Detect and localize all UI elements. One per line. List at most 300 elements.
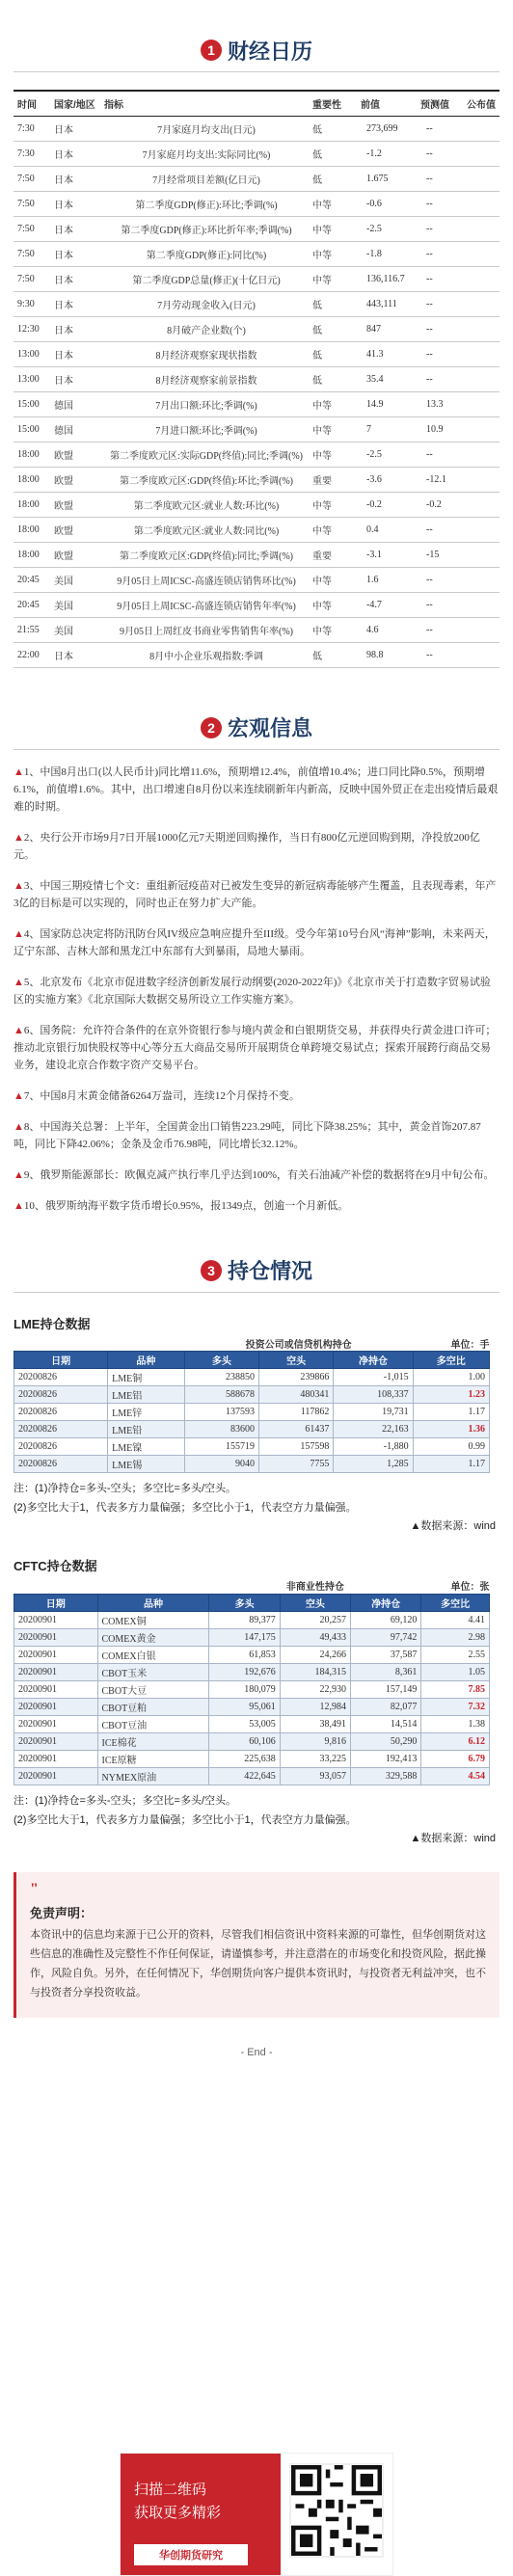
- calendar-cell: 136,116.7: [357, 266, 417, 291]
- calendar-header-cell: 指标: [100, 91, 309, 116]
- cftc-unit-label: 单位：张: [450, 1582, 490, 1594]
- calendar-cell: 9月05日上周ICSC-高盛连锁店销售年率(%): [100, 592, 309, 617]
- macro-item: [14, 1197, 500, 1215]
- calendar-cell: --: [417, 366, 463, 391]
- calendar-cell: 7月出口额:环比;季调(%): [100, 391, 309, 416]
- lme-cell: 19,731: [334, 1404, 413, 1421]
- cftc-cell: 2.55: [421, 1646, 490, 1663]
- calendar-row: [14, 492, 500, 517]
- section-title: 持仓情况: [227, 1259, 312, 1283]
- cftc-header-cell: 多空比: [421, 1594, 490, 1611]
- calendar-cell: 21:55: [14, 617, 50, 642]
- lme-cell: 117862: [259, 1404, 334, 1421]
- calendar-cell: 第二季度GDP总量(修正)(十亿日元): [100, 266, 309, 291]
- calendar-cell: -15: [417, 542, 463, 567]
- calendar-cell: 18:00: [14, 542, 50, 567]
- calendar-cell: 20:45: [14, 592, 50, 617]
- cftc-cell: 95,061: [209, 1698, 280, 1715]
- cftc-cell: 22,930: [280, 1680, 350, 1698]
- cftc-cell: 20200901: [14, 1750, 98, 1767]
- calendar-cell: --: [417, 266, 463, 291]
- divider: [14, 749, 500, 750]
- calendar-cell: 美国: [50, 592, 100, 617]
- calendar-cell: 7:50: [14, 166, 50, 191]
- calendar-cell: 中等: [309, 391, 357, 416]
- lme-cell: 1.23: [413, 1386, 489, 1404]
- calendar-row: [14, 617, 500, 642]
- cftc-cell: 53,005: [209, 1715, 280, 1732]
- calendar-header-cell: 时间: [14, 91, 50, 116]
- cftc-cell: COMEX黄金: [97, 1628, 209, 1646]
- calendar-row: [14, 642, 500, 667]
- lme-cell: 1,285: [334, 1456, 413, 1473]
- note-line: 注：(1)净持仓=多头-空头；多空比=多头/空头。: [14, 1483, 237, 1494]
- cftc-cell: COMEX白银: [97, 1646, 209, 1663]
- calendar-cell: 美国: [50, 567, 100, 592]
- cftc-cell: 24,266: [280, 1646, 350, 1663]
- lme-cell: 20200826: [14, 1404, 108, 1421]
- calendar-cell: 中等: [309, 241, 357, 266]
- calendar-cell: 日本: [50, 291, 100, 316]
- cftc-row: [14, 1646, 490, 1663]
- calendar-cell: 7月经常项目差额(亿日元): [100, 166, 309, 191]
- calendar-cell: 7: [357, 416, 417, 442]
- lme-cell: LME铅: [108, 1421, 185, 1438]
- calendar-cell: 9月05日上周红皮书商业零售销售年率(%): [100, 617, 309, 642]
- disclaimer-box: [14, 1872, 500, 2018]
- section-header-positions: [0, 1249, 513, 1292]
- cftc-cell: 38,491: [280, 1715, 350, 1732]
- qr-banner: [121, 2454, 281, 2575]
- calendar-cell: 日本: [50, 642, 100, 667]
- section-title: 财经日历: [227, 39, 312, 64]
- calendar-cell: --: [417, 442, 463, 467]
- calendar-cell: [463, 216, 500, 241]
- calendar-header-cell: 前值: [357, 91, 417, 116]
- cftc-cell: 4.54: [421, 1767, 490, 1784]
- calendar-row: [14, 592, 500, 617]
- calendar-cell: 德国: [50, 416, 100, 442]
- triangle-icon: ▲: [14, 879, 24, 892]
- macro-text: 5、北京发布《北京市促进数字经济创新发展行动纲要(2020-2022年)》《北京市关于打造数字贸易试验区的实施方案》《北京国际大数据交易所设立工作实施方案》。: [14, 976, 491, 1006]
- calendar-cell: 15:00: [14, 391, 50, 416]
- calendar-cell: 8月破产企业数(个): [100, 316, 309, 341]
- calendar-cell: 欧盟: [50, 517, 100, 542]
- calendar-cell: --: [417, 316, 463, 341]
- calendar-cell: 8月经济观察家前景指数: [100, 366, 309, 391]
- cftc-row: [14, 1767, 490, 1784]
- macro-text: 8、中国海关总署：上半年，全国黄金出口销售223.29吨，同比下降38.25%；其中，黄金首饰207.87吨，同比下降42.06%；金条及金币76.98吨，同比增长32.12%。: [14, 1120, 481, 1150]
- calendar-cell: 重要: [309, 542, 357, 567]
- calendar-cell: 15:00: [14, 416, 50, 442]
- calendar-cell: 7月劳动现金收入(日元): [100, 291, 309, 316]
- calendar-cell: 中等: [309, 442, 357, 467]
- calendar-cell: 9:30: [14, 291, 50, 316]
- calendar-cell: 日本: [50, 141, 100, 166]
- calendar-cell: 日本: [50, 116, 100, 141]
- calendar-cell: 中等: [309, 266, 357, 291]
- disclaimer-title: 免责声明：: [30, 1905, 94, 1920]
- calendar-cell: [463, 116, 500, 141]
- calendar-cell: --: [417, 166, 463, 191]
- quote-mark-icon: ": [30, 1880, 39, 1897]
- lme-cell: 238850: [184, 1369, 258, 1386]
- cftc-row: [14, 1680, 490, 1698]
- macro-item: [14, 764, 500, 816]
- calendar-cell: 欧盟: [50, 542, 100, 567]
- macro-item: [14, 926, 500, 960]
- qr-line2: 获取更多精彩: [134, 2505, 222, 2521]
- calendar-cell: 低: [309, 291, 357, 316]
- calendar-row: [14, 416, 500, 442]
- cftc-cell: 33,225: [280, 1750, 350, 1767]
- calendar-cell: 7:50: [14, 266, 50, 291]
- calendar-cell: 日本: [50, 341, 100, 366]
- calendar-row: [14, 116, 500, 141]
- cftc-cell: 20200901: [14, 1680, 98, 1698]
- calendar-cell: [463, 241, 500, 266]
- cftc-cell: 2.98: [421, 1628, 490, 1646]
- note-line: (2)多空比大于1，代表多方力量偏强；多空比小于1，代表空方力量偏强。: [14, 1502, 357, 1514]
- calendar-cell: --: [417, 567, 463, 592]
- calendar-header-cell: 国家/地区: [50, 91, 100, 116]
- lme-row: [14, 1421, 490, 1438]
- economic-calendar-table: [14, 90, 500, 668]
- section-title: 宏观信息: [227, 716, 312, 740]
- calendar-cell: 中等: [309, 492, 357, 517]
- qr-code-icon[interactable]: [289, 2463, 384, 2558]
- cftc-cell: 180,079: [209, 1680, 280, 1698]
- cftc-cell: CBOT大豆: [97, 1680, 209, 1698]
- calendar-row: [14, 216, 500, 241]
- calendar-cell: 10.9: [417, 416, 463, 442]
- lme-row: [14, 1456, 490, 1473]
- calendar-cell: -1.8: [357, 241, 417, 266]
- lme-header-cell: 空头: [259, 1352, 334, 1369]
- note-line: (2)多空比大于1，代表多方力量偏强；多空比小于1，代表空方力量偏强。: [14, 1813, 357, 1826]
- lme-cell: LME锌: [108, 1404, 185, 1421]
- lme-row: [14, 1438, 490, 1456]
- lme-cell: 7755: [259, 1456, 334, 1473]
- macro-item: [14, 1167, 500, 1184]
- lme-cell: LME铜: [108, 1369, 185, 1386]
- calendar-cell: 日本: [50, 366, 100, 391]
- cftc-cell: 20200901: [14, 1628, 98, 1646]
- calendar-row: [14, 241, 500, 266]
- calendar-cell: 日本: [50, 316, 100, 341]
- calendar-cell: 欧盟: [50, 442, 100, 467]
- lme-cell: 588678: [184, 1386, 258, 1404]
- disclaimer-text: 本资讯中的信息均来源于已公开的资料，尽管我们相信资讯中资料来源的可靠性，但华创期货对这些信息的准确性及完整性不作任何保证，请谨慎参考，并注意潜在的市场变化和投资风险，据此操作，风险自负。另外，在任何情况下，华创期货向客户提供本资讯时，与投资者无利益冲突，也不与投资者分享投资收益。: [30, 1928, 486, 1999]
- calendar-row: [14, 141, 500, 166]
- lme-header-cell: 多头: [184, 1352, 258, 1369]
- calendar-cell: 日本: [50, 191, 100, 216]
- calendar-cell: 8月中小企业乐观指数:季调: [100, 642, 309, 667]
- calendar-cell: 美国: [50, 617, 100, 642]
- cftc-cell: 422,645: [209, 1767, 280, 1784]
- section-number: 3: [201, 1260, 222, 1281]
- section-header-macro: [0, 707, 513, 749]
- cftc-cell: NYMEX原油: [97, 1767, 209, 1784]
- calendar-row: [14, 391, 500, 416]
- calendar-cell: 13.3: [417, 391, 463, 416]
- triangle-icon: ▲: [14, 831, 24, 844]
- cftc-cell: 97,742: [351, 1628, 421, 1646]
- macro-text: 3、中国三期疫情七个文：重组新冠疫苗对已被发生变异的新冠病毒能够产生覆盖，且表现毒素，年产3亿的目标是可以实现的，同时也正在努力扩大产能。: [14, 879, 497, 909]
- cftc-cell: 9,816: [280, 1732, 350, 1750]
- cftc-cell: 82,077: [351, 1698, 421, 1715]
- calendar-cell: 欧盟: [50, 467, 100, 492]
- calendar-cell: [463, 467, 500, 492]
- calendar-cell: 第二季度欧元区:GDP(终值):同比;季调(%): [100, 542, 309, 567]
- triangle-icon: ▲: [14, 765, 24, 778]
- calendar-cell: 18:00: [14, 442, 50, 467]
- calendar-cell: 273,699: [357, 116, 417, 141]
- calendar-header-cell: 公布值: [463, 91, 500, 116]
- lme-cell: 1.17: [413, 1456, 489, 1473]
- calendar-cell: 18:00: [14, 467, 50, 492]
- macro-text: 10、俄罗斯纳海平数字货币增长0.95%，报1349点，创逾一个月新低。: [23, 1199, 349, 1212]
- calendar-row: [14, 341, 500, 366]
- cftc-cell: 1.05: [421, 1663, 490, 1680]
- triangle-icon: ▲: [14, 1199, 24, 1212]
- calendar-cell: 欧盟: [50, 492, 100, 517]
- cftc-cell: ICE原糖: [97, 1750, 209, 1767]
- lme-header-cell: 品种: [108, 1352, 185, 1369]
- calendar-cell: [463, 617, 500, 642]
- cftc-title: CFTC持仓数据: [14, 1559, 97, 1573]
- lme-cell: 22,163: [334, 1421, 413, 1438]
- calendar-cell: 18:00: [14, 492, 50, 517]
- cftc-cell: 20200901: [14, 1611, 98, 1628]
- calendar-cell: 1.6: [357, 567, 417, 592]
- calendar-cell: [463, 642, 500, 667]
- calendar-cell: 8月经济观察家现状指数: [100, 341, 309, 366]
- calendar-cell: 98.8: [357, 642, 417, 667]
- triangle-icon: ▲: [14, 1120, 24, 1133]
- calendar-cell: -0.2: [357, 492, 417, 517]
- cftc-header-cell: 日期: [14, 1594, 98, 1611]
- cftc-cell: 14,514: [351, 1715, 421, 1732]
- lme-source: ▲数据来源：wind: [410, 1520, 496, 1532]
- calendar-row: [14, 166, 500, 191]
- cftc-cell: 37,587: [351, 1646, 421, 1663]
- calendar-cell: -3.6: [357, 467, 417, 492]
- lme-row: [14, 1369, 490, 1386]
- macro-text: 9、俄罗斯能源部长：欧佩克减产执行率几乎达到100%，有关石油减产补偿的数据将在9月中旬公布。: [23, 1168, 495, 1181]
- macro-item: [14, 1022, 500, 1074]
- qr-card: [121, 2454, 392, 2575]
- cftc-cell: 192,676: [209, 1663, 280, 1680]
- macro-item: [14, 877, 500, 912]
- cftc-cell: 20200901: [14, 1663, 98, 1680]
- calendar-cell: [463, 542, 500, 567]
- calendar-cell: 中等: [309, 592, 357, 617]
- calendar-cell: --: [417, 642, 463, 667]
- calendar-cell: [463, 567, 500, 592]
- lme-cell: 1.00: [413, 1369, 489, 1386]
- calendar-cell: 第二季度欧元区:实际GDP(终值):同比;季调(%): [100, 442, 309, 467]
- calendar-cell: --: [417, 291, 463, 316]
- end-marker: - End -: [240, 2046, 273, 2058]
- macro-item: [14, 829, 500, 864]
- calendar-cell: --: [417, 341, 463, 366]
- calendar-cell: 第二季度GDP(修正):同比(%): [100, 241, 309, 266]
- calendar-cell: -0.6: [357, 191, 417, 216]
- cftc-position-table: [14, 1578, 490, 1785]
- calendar-cell: [463, 341, 500, 366]
- calendar-cell: --: [417, 592, 463, 617]
- calendar-row: [14, 567, 500, 592]
- calendar-cell: 35.4: [357, 366, 417, 391]
- cftc-cell: 192,413: [351, 1750, 421, 1767]
- cftc-cell: 7.85: [421, 1680, 490, 1698]
- lme-cell: 1.36: [413, 1421, 489, 1438]
- calendar-cell: [463, 592, 500, 617]
- lme-header-cell: 多空比: [413, 1352, 489, 1369]
- calendar-row: [14, 316, 500, 341]
- calendar-cell: 12:30: [14, 316, 50, 341]
- cftc-cell: 20200901: [14, 1732, 98, 1750]
- calendar-cell: 7:30: [14, 116, 50, 141]
- calendar-cell: 德国: [50, 391, 100, 416]
- cftc-row: [14, 1611, 490, 1628]
- calendar-cell: 7:50: [14, 241, 50, 266]
- cftc-row: [14, 1663, 490, 1680]
- calendar-cell: 41.3: [357, 341, 417, 366]
- cftc-row: [14, 1715, 490, 1732]
- lme-cell: LME镍: [108, 1438, 185, 1456]
- cftc-cell: COMEX铜: [97, 1611, 209, 1628]
- calendar-cell: [463, 492, 500, 517]
- calendar-cell: 第二季度GDP(修正):环比;季调(%): [100, 191, 309, 216]
- calendar-cell: 中等: [309, 191, 357, 216]
- cftc-cell: 20200901: [14, 1715, 98, 1732]
- calendar-cell: 中等: [309, 617, 357, 642]
- calendar-row: [14, 191, 500, 216]
- divider: [14, 71, 500, 72]
- calendar-cell: 22:00: [14, 642, 50, 667]
- triangle-icon: ▲: [14, 1024, 24, 1036]
- cftc-row: [14, 1698, 490, 1715]
- triangle-icon: ▲: [14, 976, 24, 988]
- calendar-cell: 4.6: [357, 617, 417, 642]
- calendar-cell: 7月家庭月均支出:实际同比(%): [100, 141, 309, 166]
- lme-title: LME持仓数据: [14, 1316, 91, 1331]
- calendar-cell: --: [417, 241, 463, 266]
- calendar-cell: 1.675: [357, 166, 417, 191]
- calendar-cell: 0.4: [357, 517, 417, 542]
- cftc-header-cell: 空头: [280, 1594, 350, 1611]
- cftc-header-cell: 品种: [97, 1594, 209, 1611]
- macro-news-list: [14, 764, 500, 1215]
- calendar-cell: 低: [309, 316, 357, 341]
- cftc-cell: CBOT豆粕: [97, 1698, 209, 1715]
- calendar-cell: 7月进口额:环比;季调(%): [100, 416, 309, 442]
- calendar-cell: [463, 166, 500, 191]
- cftc-cell: 225,638: [209, 1750, 280, 1767]
- cftc-cell: 329,588: [351, 1767, 421, 1784]
- section-number: 1: [201, 40, 222, 61]
- calendar-cell: --: [417, 517, 463, 542]
- calendar-cell: 18:00: [14, 517, 50, 542]
- cftc-cell: 157,149: [351, 1680, 421, 1698]
- lme-cell: -1,015: [334, 1369, 413, 1386]
- lme-cell: 20200826: [14, 1438, 108, 1456]
- note-line: 注：(1)净持仓=多头-空头；多空比=多头/空头。: [14, 1794, 237, 1807]
- calendar-cell: 中等: [309, 416, 357, 442]
- calendar-row: [14, 366, 500, 391]
- cftc-source: ▲数据来源：wind: [410, 1832, 496, 1844]
- cftc-notes: [14, 1791, 500, 1830]
- calendar-cell: [463, 366, 500, 391]
- cftc-row: [14, 1750, 490, 1767]
- calendar-cell: [463, 517, 500, 542]
- calendar-cell: 7月家庭月均支出(日元): [100, 116, 309, 141]
- calendar-cell: 第二季度欧元区:GDP(终值):环比;季调(%): [100, 467, 309, 492]
- macro-item: [14, 1087, 500, 1105]
- cftc-cell: CBOT豆油: [97, 1715, 209, 1732]
- cftc-cell: 20200901: [14, 1646, 98, 1663]
- macro-text: 4、国家防总决定将防汛防台风IV级应急响应提升至III级。受今年第10号台风“海神”影响，未来两天，辽宁东部、吉林大部和黑龙江中东部有大到暴雨，局地大暴雨。: [14, 927, 496, 957]
- calendar-cell: 日本: [50, 216, 100, 241]
- calendar-cell: 低: [309, 366, 357, 391]
- calendar-cell: 中等: [309, 216, 357, 241]
- calendar-cell: 中等: [309, 567, 357, 592]
- cftc-cell: 93,057: [280, 1767, 350, 1784]
- calendar-cell: 13:00: [14, 341, 50, 366]
- calendar-header-cell: 重要性: [309, 91, 357, 116]
- macro-text: 7、中国8月末黄金储备6264万盎司，连续12个月保持不变。: [23, 1089, 300, 1102]
- cftc-cell: 89,377: [209, 1611, 280, 1628]
- lme-cell: 20200826: [14, 1421, 108, 1438]
- calendar-cell: 847: [357, 316, 417, 341]
- cftc-cell: 12,984: [280, 1698, 350, 1715]
- cftc-cell: 49,433: [280, 1628, 350, 1646]
- lme-cell: 61437: [259, 1421, 334, 1438]
- calendar-cell: -2.5: [357, 442, 417, 467]
- calendar-cell: 低: [309, 116, 357, 141]
- lme-cell: LME铝: [108, 1386, 185, 1404]
- calendar-cell: 443,111: [357, 291, 417, 316]
- calendar-cell: -12.1: [417, 467, 463, 492]
- calendar-cell: 第二季度GDP(修正):环比折年率;季调(%): [100, 216, 309, 241]
- lme-cell: -1,880: [334, 1438, 413, 1456]
- calendar-cell: [463, 191, 500, 216]
- cftc-cell: 61,853: [209, 1646, 280, 1663]
- calendar-cell: --: [417, 141, 463, 166]
- calendar-cell: 中等: [309, 517, 357, 542]
- cftc-cell: 4.41: [421, 1611, 490, 1628]
- cftc-cell: 7.32: [421, 1698, 490, 1715]
- macro-text: 2、央行公开市场9月7日开展1000亿元7天期逆回购操作，当日有800亿元逆回购到期，净投放200亿元。: [14, 831, 480, 861]
- lme-cell: 108,337: [334, 1386, 413, 1404]
- calendar-cell: [463, 316, 500, 341]
- lme-notes: [14, 1479, 500, 1517]
- cftc-cell: 6.79: [421, 1750, 490, 1767]
- cftc-cell: 20,257: [280, 1611, 350, 1628]
- cftc-cell: 20200901: [14, 1698, 98, 1715]
- calendar-cell: 14.9: [357, 391, 417, 416]
- calendar-cell: [463, 442, 500, 467]
- lme-row: [14, 1404, 490, 1421]
- cftc-cell: 20200901: [14, 1767, 98, 1784]
- qr-line1: 扫描二维码: [134, 2482, 207, 2498]
- lme-cell: 157598: [259, 1438, 334, 1456]
- lme-cell: 20200826: [14, 1456, 108, 1473]
- calendar-cell: 低: [309, 642, 357, 667]
- cftc-group-label: 非商业性持仓: [285, 1582, 344, 1594]
